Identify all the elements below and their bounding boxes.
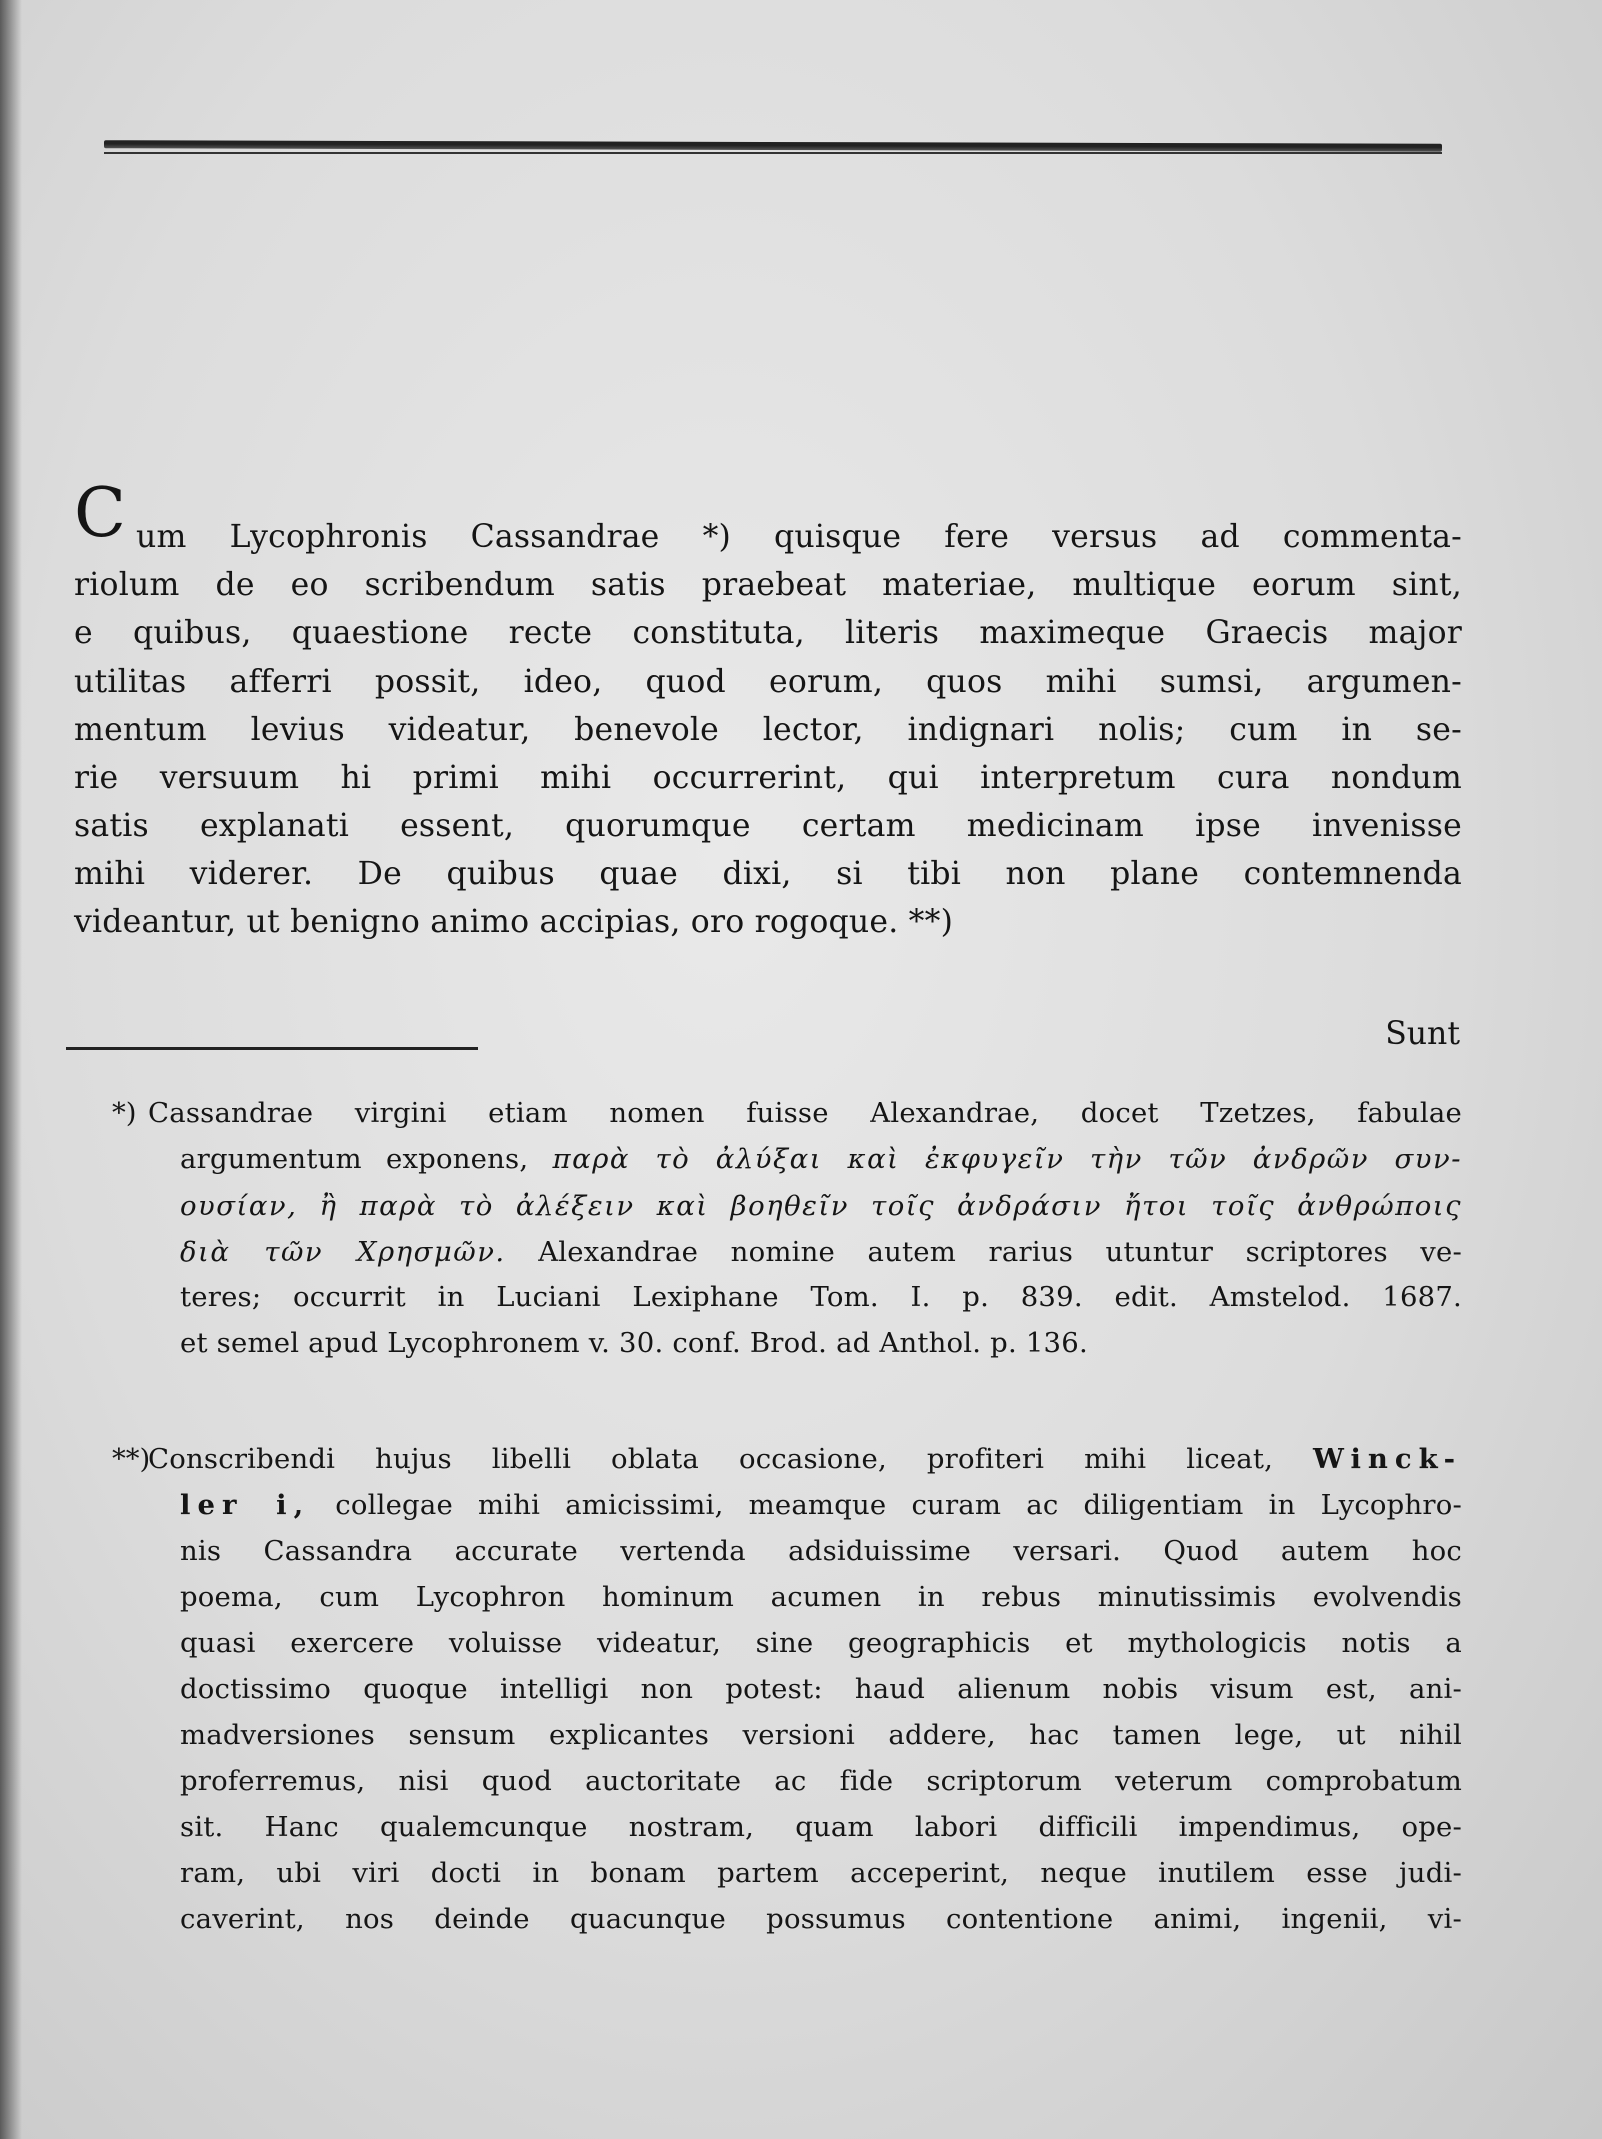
- main-text-line: rie versuum hi primi mihi occurrerint, qui interpretum cura nondum: [74, 760, 1462, 796]
- footnote-line: ουσίαν, ἢ παρὰ τὸ ἀλέξειν καὶ βοηθεῖν τοῖς ἀνδράσιν ἤτοι τοῖς ἀνθρώποις: [180, 1190, 1462, 1222]
- footnote-latin: Alexandrae nomine autem rarius utuntur scriptores ve-: [538, 1236, 1462, 1268]
- footnote-line: teres; occurrit in Luciani Lexiphane Tom. I. p. 839. edit. Amstelod. 1687.: [180, 1281, 1462, 1313]
- footnote-line: [180, 1143, 1462, 1175]
- footnote-line: poema, cum Lycophron hominum acumen in rebus minutissimis evolvendis: [180, 1581, 1462, 1613]
- footnote-line: et semel apud Lycophronem v. 30. conf. Brod. ad Anthol. p. 136.: [180, 1327, 1088, 1359]
- footnote-marker: **): [112, 1443, 151, 1475]
- footnote-latin: argumentum exponens,: [180, 1143, 529, 1175]
- main-text-line: mentum levius videatur, benevole lector, indignari nolis; cum in se-: [74, 712, 1462, 748]
- footnote-line: [180, 1236, 1462, 1268]
- footnote-marker: *): [112, 1097, 137, 1129]
- header-rule-underline: [104, 152, 1442, 154]
- catchword: Sunt: [1385, 1016, 1460, 1052]
- footnote-line: madversiones sensum explicantes versioni addere, hac tamen lege, ut nihil: [180, 1719, 1462, 1751]
- footnote-line: nis Cassandra accurate vertenda adsiduissime versari. Quod autem hoc: [180, 1535, 1462, 1567]
- drop-cap: C: [74, 474, 127, 553]
- author-name: Winck-: [1313, 1443, 1462, 1475]
- main-text-line: satis explanati essent, quorumque certam medicinam ipse invenisse: [74, 808, 1462, 844]
- author-name: ler i,: [180, 1489, 311, 1521]
- main-text-line: riolum de eo scribendum satis praebeat materiae, multique eorum sint,: [74, 567, 1462, 603]
- footnote-rule: [66, 1047, 478, 1050]
- footnote-line: caverint, nos deinde quacunque possumus contentione animi, ingenii, vi-: [180, 1903, 1462, 1935]
- main-text-line: videantur, ut benigno animo accipias, oro rogoque. **): [74, 904, 954, 940]
- footnote-line: Cassandrae virgini etiam nomen fuisse Alexandrae, docet Tzetzes, fabulae: [148, 1097, 1462, 1129]
- footnote-line: sit. Hanc qualemcunque nostram, quam labori difficili impendimus, ope-: [180, 1811, 1462, 1843]
- footnote-line: quasi exercere voluisse videatur, sine geographicis et mythologicis notis a: [180, 1627, 1462, 1659]
- footnote-line: [180, 1489, 1462, 1521]
- main-text-line: e quibus, quaestione recte constituta, literis maximeque Graecis major: [74, 615, 1462, 651]
- main-text-line: um Lycophronis Cassandrae *) quisque fere versus ad commenta-: [136, 519, 1462, 555]
- footnote-line: proferremus, nisi quod auctoritate ac fide scriptorum veterum comprobatum: [180, 1765, 1462, 1797]
- header-rule: [104, 140, 1442, 152]
- page-edge-shadow: [0, 0, 22, 2139]
- footnote-line: [148, 1443, 1462, 1475]
- main-text-line: mihi viderer. De quibus quae dixi, si tibi non plane contemnenda: [74, 856, 1462, 892]
- footnote-text: collegae mihi amicissimi, meamque curam ac diligentiam in Lycophro-: [335, 1489, 1462, 1521]
- footnote-text: Conscribendi hujus libelli oblata occasione, profiteri mihi liceat,: [148, 1443, 1274, 1475]
- main-text-line: utilitas afferri possit, ideo, quod eorum, quos mihi sumsi, argumen-: [74, 664, 1462, 700]
- footnote-greek: παρὰ τὸ ἀλύξαι καὶ ἐκφυγεῖν τὴν τῶν ἀνδρῶν συν-: [552, 1143, 1462, 1175]
- footnote-line: doctissimo quoque intelligi non potest: haud alienum nobis visum est, ani-: [180, 1673, 1462, 1705]
- footnote-greek: διὰ τῶν Χρησμῶν.: [180, 1236, 506, 1268]
- footnote-line: ram, ubi viri docti in bonam partem acceperint, neque inutilem esse judi-: [180, 1857, 1462, 1889]
